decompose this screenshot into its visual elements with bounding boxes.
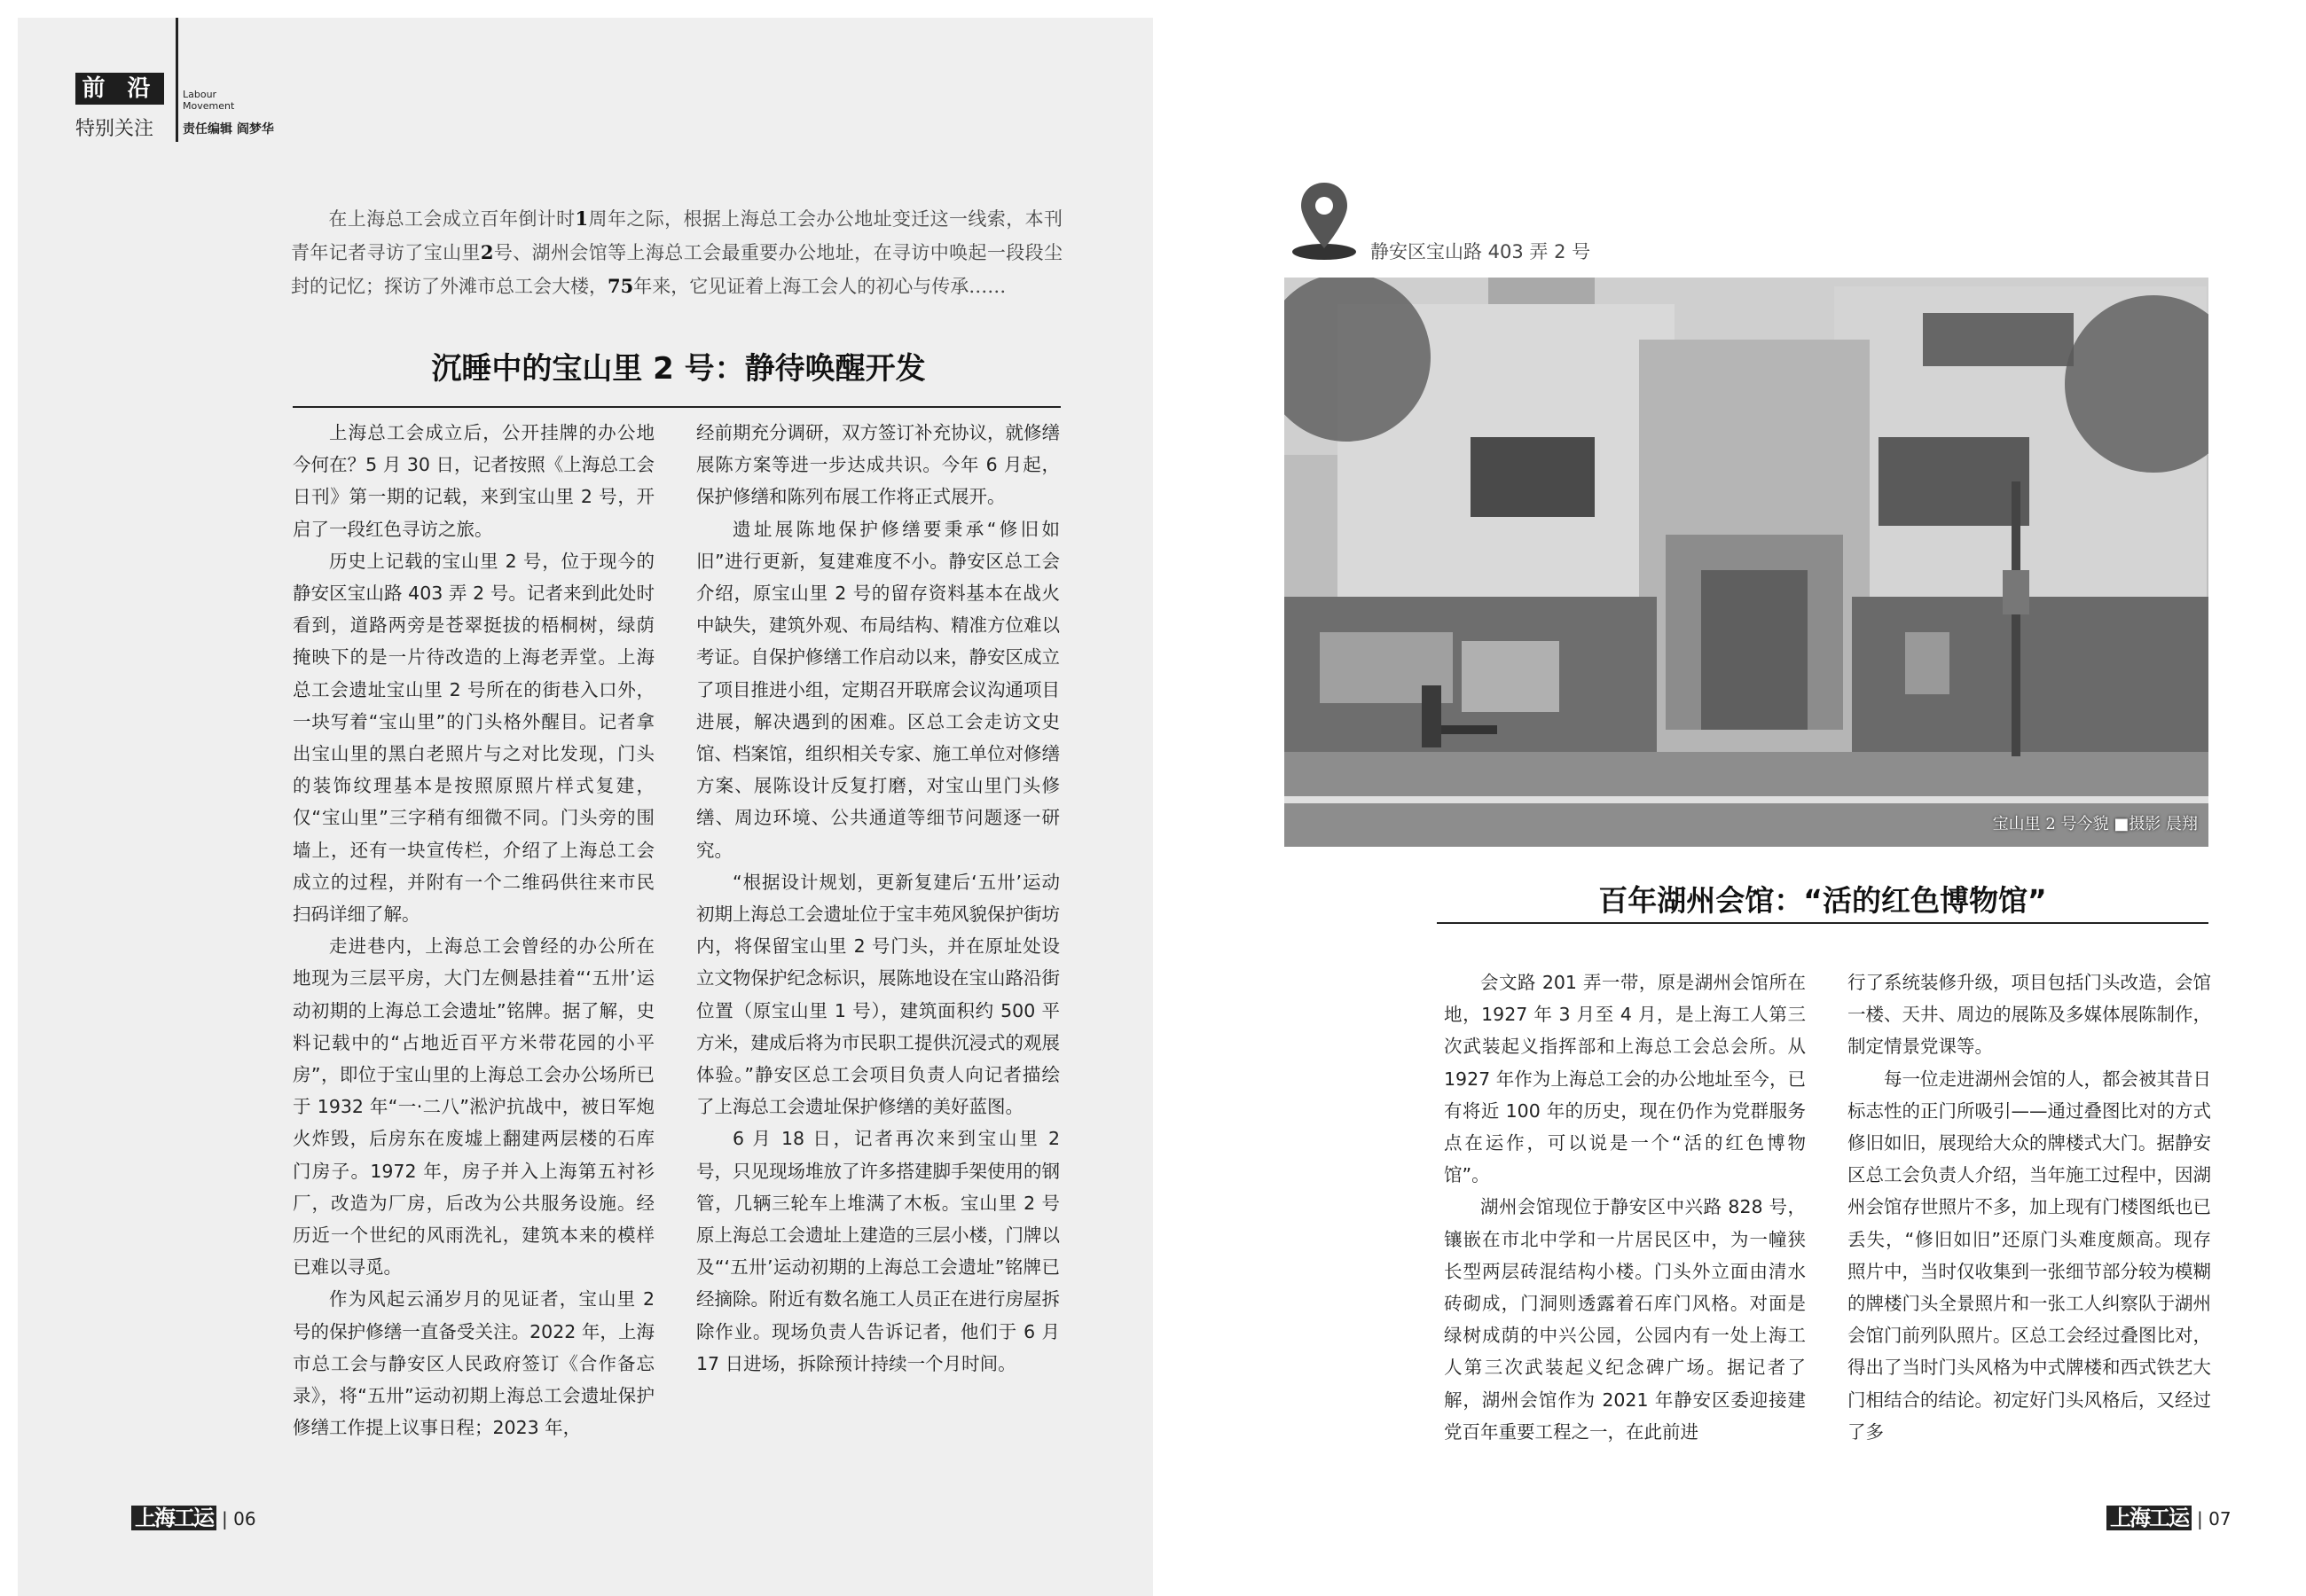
- paragraph: 会文路 201 弄一带，原是湖州会馆所在地，1927 年 3 月至 4 月，是上海工人第三次武装起义指挥部和上海总工会总会所。从 1927 年作为上海总工会的办公地址至今，已有将近 100 年的历史，现在仍作为党群服务点在运作，可以说是一个“活的红色博物馆”。: [1444, 972, 1806, 1186]
- section-english-line2: Movement: [183, 100, 235, 112]
- location-pin-icon: [1290, 181, 1358, 261]
- intro-num-3: 75: [608, 275, 634, 297]
- paragraph: 历史上记载的宝山里 2 号，位于现今的静安区宝山路 403 弄 2 号。记者来到此处时看到，道路两旁是苍翠挺拔的梧桐树，绿荫掩映下的是一片待改造的上海老弄堂。上海总工会遗址宝山里 2 号所在的街巷入口外，一块写着“宝山里”的门头格外醒目。记者拿出宝山里的黑白老照片与之对比发现，门头的装饰纹理基本是按照原照片样式复建，仅“宝山里”三字稍有细微不同。门头旁的围墙上，还有一块宣传栏，介绍了上海总工会成立的过程，并附有一个二维码供往来市民扫码详细了解。: [293, 550, 655, 926]
- article-intro: [291, 202, 1063, 303]
- section2-title: 百年湖州会馆：“活的红色博物馆”: [1598, 883, 2047, 918]
- paragraph-continued: 经前期充分调研，双方签订补充协议，就修缮展陈方案等进一步达成共识。今年 6 月起，保护修缮和陈列布展工作将正式展开。: [696, 422, 1060, 508]
- intro-num-1: 1: [575, 207, 589, 230]
- section-badge: 前 沿: [75, 73, 164, 105]
- intro-text-4: 年来，它见证着上海工会人的初心与传承……: [633, 276, 1007, 297]
- magazine-logo: 上海工运: [131, 1506, 216, 1530]
- paragraph: 作为风起云涌岁月的见证者，宝山里 2 号的保护修缮一直备受关注。2022 年，上海市总工会与静安区人民政府签订《合作备忘录》，将“五卅”运动初期上海总工会遗址保护修缮工作提上议事日程；2023 年，: [293, 1288, 655, 1439]
- page-number-left: 06: [233, 1508, 256, 1530]
- editor-credit: 责任编辑 阎梦华: [183, 122, 274, 137]
- section-name: 特别关注: [75, 118, 154, 140]
- street-photo: [1284, 278, 2208, 847]
- section-english-line1: Labour: [183, 89, 217, 100]
- header-divider: [176, 18, 178, 142]
- intro-num-2: 2: [480, 241, 494, 263]
- section1-rule: [293, 406, 1061, 408]
- paragraph: 上海总工会成立后，公开挂牌的办公地今何在？5 月 30 日，记者按照《上海总工会日刊》第一期的记载，来到宝山里 2 号，开启了一段红色寻访之旅。: [293, 422, 655, 540]
- paragraph: 6 月 18 日，记者再次来到宝山里 2 号，只见现场堆放了许多搭建脚手架使用的钢管，几辆三轮车上堆满了木板。宝山里 2 号原上海总工会遗址上建造的三层小楼，门牌以及“‘五卅’运动初期的上海总工会遗址”铭牌已经摘除。附近有数名施工人员正在进行房屋拆除作业。现场负责人告诉记者，他们于 6 月 17 日进场，拆除预计持续一个月时间。: [696, 1128, 1060, 1374]
- section1-column-1: [293, 417, 655, 1444]
- section1-column-2: [696, 417, 1060, 1380]
- section2-column-1: [1444, 966, 1806, 1448]
- section1-title: 沉睡中的宝山里 2 号：静待唤醒开发: [431, 351, 926, 387]
- intro-text-1: 在上海总工会成立百年倒计时: [328, 208, 576, 230]
- paragraph-continued: 行了系统装修升级，项目包括门头改造，会馆一楼、天井、周边的展陈及多媒体展陈制作，制定情景党课等。: [1847, 972, 2211, 1058]
- intro-text-3: 号、湖州会馆等上海总工会最重要办公地址，在寻访中唤起一段段尘封的记忆；探访了外滩市总工会大楼，: [291, 242, 1063, 297]
- left-page-folio: 上海工运 | 06: [131, 1500, 256, 1531]
- paragraph: 湖州会馆现位于静安区中兴路 828 号，镶嵌在市北中学和一片居民区中，为一幢狭长型两层砖混结构小楼。门头外立面由清水砖砌成，门洞则透露着石库门风格。对面是绿树成荫的中兴公园，公园内有一处上海工人第三次武装起义纪念碑广场。据记者了解，湖州会馆作为 2021 年静安区委迎接建党百年重要工程之一，在此前进: [1444, 1196, 1806, 1443]
- photo-caption: 宝山里 2 号今貌 ■摄影 晨翔: [1992, 815, 2198, 833]
- section-english: [183, 89, 234, 112]
- paragraph: 每一位走进湖州会馆的人，都会被其昔日标志性的正门所吸引——通过叠图比对的方式修旧如旧，展现给大众的牌楼式大门。据静安区总工会负责人介绍，当年施工过程中，因湖州会馆存世照片不多，加上现有门楼图纸也已丢失，“修旧如旧”还原门头难度颇高。现存照片中，当时仅收集到一张细节部分较为模糊的牌楼门头全景照片和一张工人纠察队于湖州会馆门前列队照片。区总工会经过叠图比对，得出了当时门头风格为中式牌楼和西式铁艺大门相结合的结论。初定好门头风格后，又经过了多: [1847, 1068, 2211, 1443]
- photo-location: 静安区宝山路 403 弄 2 号: [1370, 241, 1591, 262]
- paragraph: 走进巷内，上海总工会曾经的办公所在地现为三层平房，大门左侧悬挂着“‘五卅’运动初期的上海总工会遗址”铭牌。据了解，史料记载中的“占地近百平方米带花园的小平房”，即位于宝山里的上海总工会办公场所已于 1932 年“一·二八”淞沪抗战中，被日军炮火炸毁，后房东在废墟上翻建两层楼的石库门房子。1972 年，房子并入上海第五衬衫厂，改造为厂房，后改为公共服务设施。经历近一个世纪的风雨洗礼，建筑本来的模样已难以寻觅。: [293, 935, 655, 1279]
- paragraph: “根据设计规划，更新复建后‘五卅’运动初期上海总工会遗址位于宝丰苑风貌保护街坊内，将保留宝山里 2 号门头，并在原址处设立文物保护纪念标识，展陈地设在宝山路沿街位置（原宝山里 1 号），建筑面积约 500 平方米，建成后将为市民职工提供沉浸式的观展体验。”静安区总工会项目负责人向记者描绘了上海总工会遗址保护修缮的美好蓝图。: [696, 871, 1060, 1118]
- right-page-folio: 上海工运 | 07: [2106, 1500, 2231, 1531]
- building-illustration: [1284, 278, 2208, 847]
- paragraph: 遗址展陈地保护修缮要秉承“修旧如旧”进行更新，复建难度不小。静安区总工会介绍，原宝山里 2 号的留存资料基本在战火中缺失，建筑外观、布局结构、精准方位难以考证。自保护修缮工作启动以来，静安区成立了项目推进小组，定期召开联席会议沟通项目进展，解决遇到的困难。区总工会走访文史馆、档案馆，组织相关专家、施工单位对修缮方案、展陈设计反复打磨，对宝山里门头修缮、周边环境、公共通道等细节问题逐一研究。: [696, 518, 1060, 861]
- section2-column-2: [1847, 966, 2211, 1448]
- intro-text-2: 周年之际，根据上海总工会办公地址变迁这一线索，本刊青年记者寻访了宝山里: [291, 208, 1063, 263]
- page-number-right: 07: [2208, 1508, 2231, 1530]
- section2-rule: [1437, 922, 2208, 924]
- magazine-logo: 上海工运: [2106, 1506, 2192, 1530]
